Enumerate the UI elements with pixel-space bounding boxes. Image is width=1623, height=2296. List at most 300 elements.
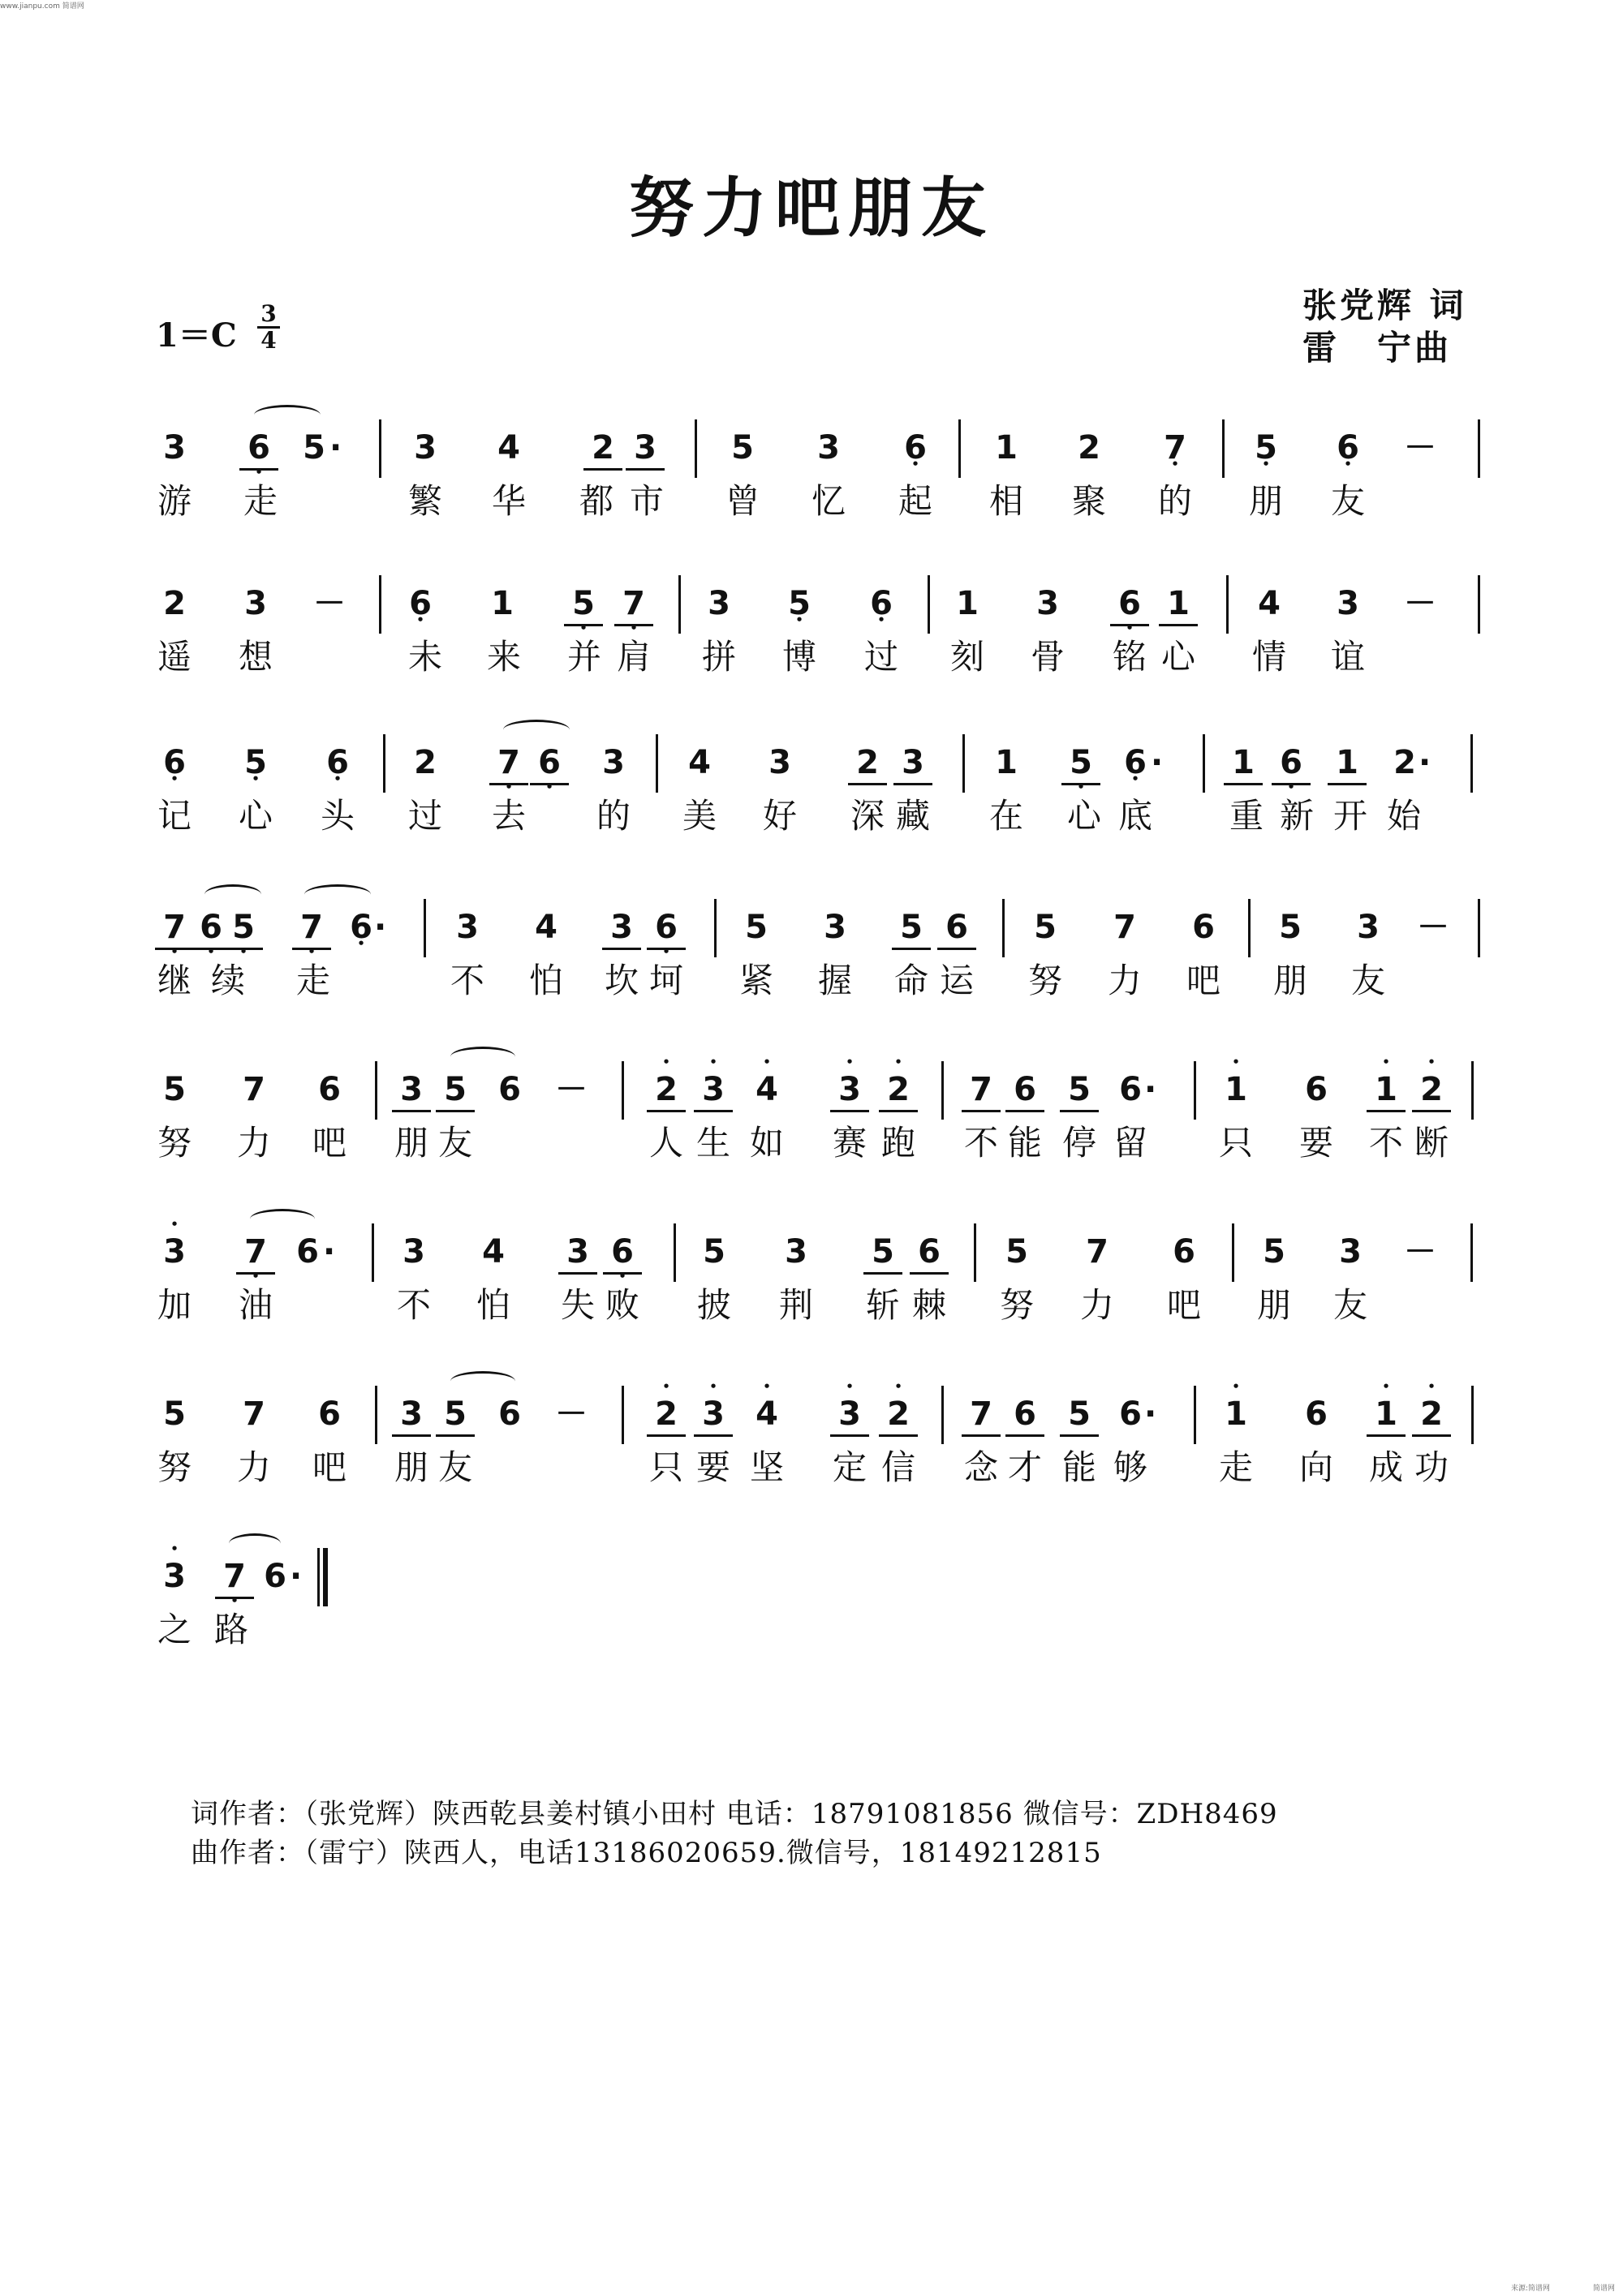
note: 5 <box>703 1233 725 1271</box>
note: 3 <box>626 428 665 471</box>
lyric: 在 <box>988 796 1023 836</box>
lyric: 留 <box>1113 1123 1147 1163</box>
note: 7 <box>243 1071 265 1108</box>
barline <box>375 1386 377 1444</box>
note: 3 <box>1357 909 1380 946</box>
lyric: 走 <box>295 961 330 1000</box>
note: 5 • <box>1246 428 1285 468</box>
lyric: 的 <box>1157 481 1192 521</box>
note: 6 • <box>342 907 381 948</box>
note: 4 <box>688 744 711 781</box>
augmentation-dot: · <box>1151 744 1164 781</box>
lyric: 只 <box>1218 1123 1253 1163</box>
note: 3 <box>1337 585 1359 622</box>
slur <box>450 1371 515 1391</box>
lyric: 信 <box>880 1447 915 1487</box>
note: 7 <box>243 1395 265 1433</box>
barline <box>1203 734 1205 793</box>
lyric: 努 <box>157 1447 192 1487</box>
note: 6 • <box>318 742 357 783</box>
lyric: 命 <box>893 961 928 1000</box>
lyric: 未 <box>407 637 442 677</box>
lyric: 念 <box>963 1447 998 1487</box>
lyricist-contact: 词作者：（张党辉）陕西乾县姜村镇小田村 电话：18791081856 微信号：ZDH8469 <box>191 1798 1278 1830</box>
note: 5 <box>1005 1233 1028 1271</box>
note: 6 • <box>603 1232 642 1275</box>
note: 3 <box>708 585 730 622</box>
lyric: 藏 <box>895 796 930 836</box>
lyric: 都 <box>579 481 613 521</box>
note: 4 <box>1258 585 1281 622</box>
time-signature-bottom: 4 <box>260 327 277 354</box>
lyric: 游 <box>157 481 192 521</box>
lyric: 来 <box>486 637 521 677</box>
lyric: 市 <box>629 481 664 521</box>
barline <box>1232 1223 1234 1282</box>
lyric: 加 <box>157 1285 192 1325</box>
note: • 2 <box>879 1069 918 1112</box>
source-footer-note: 来源:简谱网 <box>1510 2285 1550 2293</box>
note: 7 • <box>292 907 331 950</box>
barline <box>1194 1386 1196 1444</box>
lyric: 过 <box>863 637 898 677</box>
barline <box>375 1061 377 1120</box>
barline <box>379 575 381 634</box>
note: 6 • <box>1272 742 1311 785</box>
lyric: 想 <box>238 637 273 677</box>
lyric: 重 <box>1229 796 1264 836</box>
augmentation-dot: · <box>374 909 387 946</box>
note: 5 <box>1060 1394 1099 1437</box>
note: 7 <box>962 1069 1001 1112</box>
note: 3 <box>163 429 186 467</box>
note: 5 • <box>780 583 819 624</box>
note: 7 • <box>614 583 653 626</box>
lyric: 心 <box>1160 637 1195 677</box>
lyric: 朋 <box>1248 481 1283 521</box>
lyric: 要 <box>1298 1123 1333 1163</box>
lyric: 人 <box>648 1123 683 1163</box>
lyric: 相 <box>988 481 1023 521</box>
note: 2 <box>163 585 186 622</box>
note: • 1 <box>1216 1069 1255 1110</box>
score-system-2 <box>0 583 1623 721</box>
dash: － <box>313 585 346 622</box>
lyric: 友 <box>1332 1285 1367 1325</box>
note: • 3 <box>694 1069 733 1112</box>
composer-contact: 曲作者：（雷宁）陕西人，电话13186020659.微信号，18149212815 <box>191 1837 1102 1869</box>
lyricist-credit: 张党辉 词 <box>1302 286 1467 325</box>
note: 3 <box>824 909 846 946</box>
lyric: 败 <box>605 1285 639 1325</box>
barline <box>656 734 658 793</box>
note: 6 <box>937 907 976 950</box>
lyric: 功 <box>1414 1447 1449 1487</box>
note: 3 <box>392 1394 431 1437</box>
augmentation-dot: · <box>323 1233 336 1271</box>
lyric: 忆 <box>811 481 846 521</box>
lyric: 坎 <box>604 961 639 1000</box>
note: 5 <box>163 1395 186 1433</box>
lyric: 努 <box>157 1123 192 1163</box>
lyric: 朋 <box>1272 961 1307 1000</box>
lyric: 头 <box>320 796 355 836</box>
note: 5 <box>436 1069 475 1112</box>
lyric: 友 <box>437 1447 472 1487</box>
note: • 2 <box>1412 1394 1451 1437</box>
note: 3 <box>392 1069 431 1112</box>
note: 7 <box>1113 909 1136 946</box>
barline <box>379 419 381 478</box>
lyric: 吧 <box>1186 961 1220 1000</box>
note: 3 <box>602 744 625 781</box>
note: 2 <box>1393 744 1416 781</box>
slur <box>450 1047 515 1067</box>
note: 4 <box>497 429 520 467</box>
note: 6 • <box>1110 583 1149 626</box>
note: 5 <box>731 429 754 467</box>
lyric: 骨 <box>1030 637 1065 677</box>
score-system-8 <box>0 1556 1623 1694</box>
barline <box>622 1386 624 1444</box>
note: 5 • <box>236 742 275 783</box>
augmentation-dot: · <box>1419 744 1431 781</box>
slur <box>304 884 371 905</box>
score-system-4 <box>0 907 1623 1045</box>
note: 6 • <box>530 742 569 785</box>
note: 6 <box>318 1071 341 1108</box>
note: • 3 <box>830 1069 869 1112</box>
note: • 3 <box>830 1394 869 1437</box>
lyric: 握 <box>817 961 852 1000</box>
barline <box>383 734 385 793</box>
lyric: 走 <box>1218 1447 1253 1487</box>
dash: － <box>1404 429 1436 467</box>
note: 6 • <box>401 583 440 624</box>
lyric: 深 <box>850 796 885 836</box>
note: 5 <box>436 1394 475 1437</box>
lyric: 谊 <box>1330 637 1365 677</box>
note: 2 <box>414 744 437 781</box>
lyric: 起 <box>898 481 932 521</box>
note: 6 • <box>647 907 686 950</box>
slur <box>204 884 261 905</box>
lyric: 运 <box>939 961 974 1000</box>
augmentation-dot: · <box>1144 1071 1157 1108</box>
lyric: 斩 <box>865 1285 900 1325</box>
note: 3 <box>414 429 437 467</box>
note: 5 <box>892 907 931 950</box>
barline <box>974 1223 976 1282</box>
slur <box>250 1209 315 1229</box>
composer-credit: 雷 宁曲 <box>1302 328 1453 368</box>
barline <box>1222 419 1225 478</box>
lyric: 拼 <box>701 637 736 677</box>
lyric: 坚 <box>749 1447 784 1487</box>
lyric: 够 <box>1113 1447 1147 1487</box>
note: 5 • <box>224 907 263 950</box>
note: 3 <box>817 429 840 467</box>
lyric: 跑 <box>880 1123 915 1163</box>
note: 6 <box>1005 1069 1044 1112</box>
lyric: 情 <box>1251 637 1286 677</box>
barline <box>372 1223 374 1282</box>
lyric: 定 <box>832 1447 867 1487</box>
final-barline <box>317 1548 328 1606</box>
barline <box>695 419 697 478</box>
lyric: 能 <box>1007 1123 1042 1163</box>
lyric: 不 <box>1368 1123 1403 1163</box>
score-system-1 <box>0 428 1623 565</box>
lyric: 续 <box>210 961 245 1000</box>
note: 4 <box>535 909 558 946</box>
lyric: 刻 <box>949 637 984 677</box>
note: • 1 <box>1216 1394 1255 1434</box>
note: 5 <box>1279 909 1302 946</box>
lyric: 朋 <box>1256 1285 1291 1325</box>
note: 6 • <box>239 428 278 471</box>
note: 7 • <box>155 907 194 950</box>
lyric: 能 <box>1061 1447 1096 1487</box>
lyric: 紧 <box>738 961 773 1000</box>
barline <box>622 1061 624 1120</box>
slur <box>229 1533 281 1554</box>
barline <box>1478 575 1480 634</box>
dash: － <box>555 1395 588 1433</box>
lyric: 心 <box>1066 796 1101 836</box>
score-system-7 <box>0 1394 1623 1532</box>
barline <box>1471 1061 1474 1120</box>
lyric: 力 <box>1079 1285 1114 1325</box>
song-title: 努力吧朋友 <box>629 170 994 246</box>
note: • 3 <box>694 1394 733 1437</box>
note: 3 <box>893 742 932 785</box>
note: 1 <box>995 429 1018 467</box>
lyric: 油 <box>238 1285 273 1325</box>
lyric: 怕 <box>528 961 563 1000</box>
note: 1 <box>995 744 1018 781</box>
lyric: 吧 <box>1166 1285 1201 1325</box>
barline <box>678 575 681 634</box>
lyric: 朋 <box>394 1123 428 1163</box>
barline <box>1194 1061 1196 1120</box>
lyric: 力 <box>1107 961 1142 1000</box>
barline <box>941 1386 944 1444</box>
barline <box>424 899 426 957</box>
note: 6 • <box>155 742 194 783</box>
lyric: 华 <box>491 481 526 521</box>
note: 6 <box>264 1558 286 1595</box>
barline <box>1248 899 1251 957</box>
note: 6 <box>498 1395 521 1433</box>
note: 1 <box>1159 583 1198 626</box>
lyric: 坷 <box>648 961 683 1000</box>
slur <box>254 405 321 425</box>
barline <box>958 419 961 478</box>
note: • 1 <box>1367 1394 1406 1437</box>
note: 1 <box>1224 742 1263 785</box>
score-system-6 <box>0 1232 1623 1369</box>
lyric: 美 <box>682 796 717 836</box>
lyric: 友 <box>437 1123 472 1163</box>
lyric: 赛 <box>832 1123 867 1163</box>
lyric: 过 <box>407 796 442 836</box>
lyric: 怕 <box>476 1285 510 1325</box>
note: • 2 <box>647 1394 686 1437</box>
lyric: 断 <box>1414 1123 1449 1163</box>
lyric: 力 <box>236 1123 271 1163</box>
note: • 4 <box>747 1069 786 1110</box>
note: 5 <box>745 909 768 946</box>
note: 6 <box>498 1071 521 1108</box>
augmentation-dot: · <box>1144 1395 1157 1433</box>
note: 6 <box>1305 1395 1328 1433</box>
lyric: 肩 <box>616 637 651 677</box>
lyric: 要 <box>695 1447 730 1487</box>
note: 4 <box>482 1233 505 1271</box>
dash: － <box>1404 1233 1436 1271</box>
dash: － <box>1417 909 1449 946</box>
lyric: 并 <box>566 637 601 677</box>
lyric: 才 <box>1007 1447 1042 1487</box>
note: 3 <box>1036 585 1059 622</box>
barline <box>1226 575 1229 634</box>
score-system-3 <box>0 742 1623 880</box>
barline <box>928 575 930 634</box>
note: 6 <box>1119 1395 1142 1433</box>
barline <box>1002 899 1005 957</box>
lyric: 友 <box>1330 481 1365 521</box>
note: 6 <box>1119 1071 1142 1108</box>
note: 6 • <box>862 583 901 624</box>
note: 6 <box>296 1233 319 1271</box>
note: • 2 <box>879 1394 918 1437</box>
lyric: 记 <box>157 796 192 836</box>
note: 7 • <box>489 742 528 785</box>
lyric: 朋 <box>394 1447 428 1487</box>
note: 3 <box>244 585 267 622</box>
barline <box>1470 734 1473 793</box>
note: 5 <box>1060 1069 1099 1112</box>
lyric: 只 <box>648 1447 683 1487</box>
lyric: 成 <box>1368 1447 1403 1487</box>
note: 6 • <box>896 428 935 468</box>
note: 6 • <box>1116 742 1155 783</box>
lyric: 好 <box>762 796 797 836</box>
lyric: 力 <box>236 1447 271 1487</box>
barline <box>1471 1386 1474 1444</box>
augmentation-dot: · <box>290 1558 303 1595</box>
lyric: 遥 <box>157 637 192 677</box>
note: 6 • <box>1328 428 1367 468</box>
barline <box>714 899 717 957</box>
dash: － <box>1404 585 1436 622</box>
note: 6 <box>1192 909 1215 946</box>
note: 6 <box>1173 1233 1195 1271</box>
note: • 3 <box>155 1232 194 1272</box>
lyric: 走 <box>243 481 278 521</box>
note: 3 <box>1339 1233 1362 1271</box>
note: • 1 <box>1367 1069 1406 1112</box>
lyric: 努 <box>999 1285 1034 1325</box>
note: 5 • <box>564 583 603 626</box>
lyric: 博 <box>781 637 816 677</box>
lyric: 荆 <box>778 1285 813 1325</box>
note: • 2 <box>647 1069 686 1112</box>
lyric: 继 <box>157 961 192 1000</box>
note: 7 <box>962 1394 1001 1437</box>
barline <box>1470 1223 1473 1282</box>
lyric: 繁 <box>407 481 442 521</box>
source-footer-mark: 简谱网 <box>1592 2285 1615 2293</box>
barline <box>674 1223 676 1282</box>
note: 3 <box>768 744 791 781</box>
lyric: 友 <box>1350 961 1385 1000</box>
lyric: 停 <box>1061 1123 1096 1163</box>
note: 3 <box>602 907 641 950</box>
barline <box>1478 419 1480 478</box>
lyric: 底 <box>1117 796 1152 836</box>
note: • 4 <box>747 1394 786 1434</box>
augmentation-dot: · <box>329 429 342 467</box>
time-signature <box>255 302 282 353</box>
note: 5 • <box>1061 742 1100 785</box>
note: 1 <box>1328 742 1367 785</box>
lyric: 之 <box>157 1610 192 1649</box>
note: 6 <box>1305 1071 1328 1108</box>
lyric: 不 <box>963 1123 998 1163</box>
note: 1 <box>956 585 979 622</box>
lyric: 不 <box>450 961 484 1000</box>
lyric: 披 <box>696 1285 731 1325</box>
note: 3 <box>403 1233 425 1271</box>
lyric: 去 <box>491 796 526 836</box>
lyric: 铭 <box>1112 637 1147 677</box>
note: 2 <box>848 742 887 785</box>
note: 7 • <box>236 1232 275 1275</box>
note: 1 <box>491 585 514 622</box>
note: 3 <box>558 1232 597 1275</box>
barline <box>1478 899 1480 957</box>
lyric: 的 <box>596 796 631 836</box>
note: 7 • <box>1156 428 1195 468</box>
dash: － <box>555 1071 588 1108</box>
note: 5 <box>163 1071 186 1108</box>
lyric: 新 <box>1279 796 1314 836</box>
lyric: 如 <box>749 1123 784 1163</box>
note: 5 <box>863 1232 902 1275</box>
lyric: 开 <box>1332 796 1367 836</box>
lyric: 吧 <box>312 1447 347 1487</box>
note: 6 <box>318 1395 341 1433</box>
lyric: 向 <box>1298 1447 1333 1487</box>
lyric: 棘 <box>911 1285 946 1325</box>
note: 6 <box>1005 1394 1044 1437</box>
lyric: 努 <box>1027 961 1062 1000</box>
note: 2 <box>1078 429 1100 467</box>
note: 7 • <box>215 1556 254 1599</box>
lyric: 不 <box>396 1285 431 1325</box>
time-signature-top: 3 <box>260 300 277 327</box>
note: 3 <box>456 909 479 946</box>
note: 5 <box>1263 1233 1285 1271</box>
lyric: 吧 <box>312 1123 347 1163</box>
lyric: 曾 <box>725 481 760 521</box>
barline <box>962 734 965 793</box>
lyric: 聚 <box>1071 481 1106 521</box>
lyric: 始 <box>1386 796 1421 836</box>
lyric: 生 <box>695 1123 730 1163</box>
